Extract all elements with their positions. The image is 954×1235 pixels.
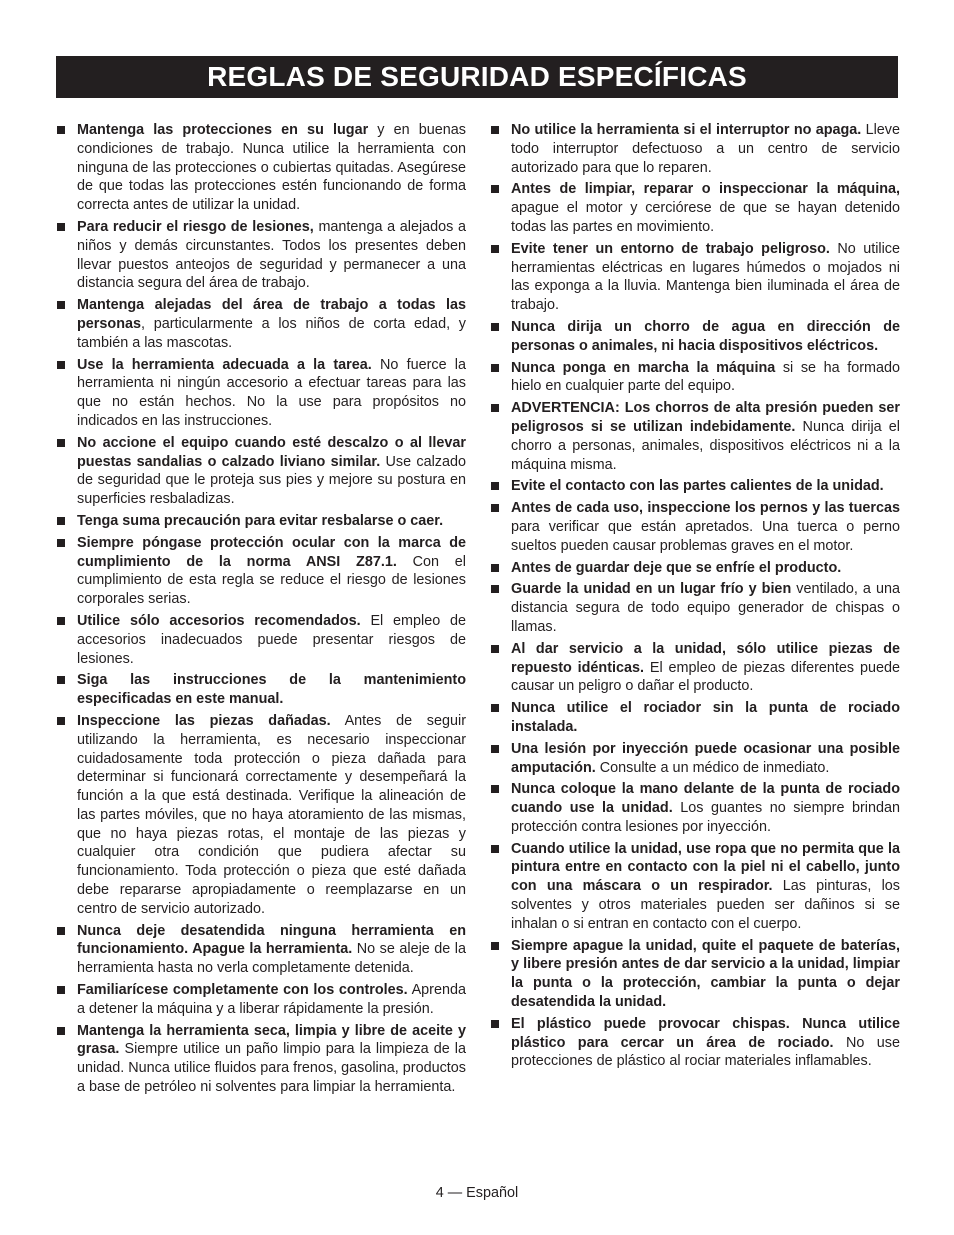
safety-rule-item (56, 1022, 466, 1097)
rule-bold-text: Mantenga las protecciones en su lugar (77, 122, 369, 138)
square-bullet-icon (491, 504, 499, 512)
square-bullet-icon (57, 717, 65, 725)
safety-rule-item (490, 840, 900, 934)
rule-bold-text: Nunca coloque la mano delante de la punta de rociado cuando use la unidad. (511, 781, 900, 817)
rule-bold-text: Tenga suma precaución para evitar resbalarse o caer. (77, 512, 444, 529)
rule-text: Los guantes no siempre brindan protección contra lesiones por inyección. (511, 800, 900, 835)
rule-bold-text: Nunca utilice el rociador sin la punta de rociado instalada. (511, 700, 900, 735)
safety-rule-item (490, 499, 900, 555)
rule-bold-text: Nunca deje desatendida ninguna herramienta en funcionamiento. Apague la herramienta. (77, 922, 466, 958)
square-bullet-icon (491, 482, 499, 490)
rule-text: No fuerce la herramienta ni ningún accesorio a efectuar tareas para las que no están hechos. No la use para propósitos no indicados en las instrucciones. (77, 356, 466, 429)
safety-rule-item (490, 318, 900, 356)
safety-rule-item (490, 937, 900, 1012)
rule-bold-text: Evite el contacto con las partes calientes de la unidad. (511, 478, 884, 495)
square-bullet-icon (491, 245, 499, 253)
square-bullet-icon (491, 704, 499, 712)
safety-rule-item (490, 240, 900, 315)
rule-bold-text: Inspeccione las piezas dañadas. (77, 712, 331, 729)
safety-rule-item (56, 712, 466, 919)
safety-rule-item (56, 671, 466, 709)
rule-bold-text: Evite tener un entorno de trabajo peligroso. (511, 240, 830, 257)
rule-text: para verificar que están apretados. Una tuerca o perno sueltos pueden causar problemas graves en el motor. (511, 518, 900, 554)
square-bullet-icon (491, 126, 499, 134)
safety-rule-item (490, 640, 900, 696)
square-bullet-icon (491, 585, 499, 593)
safety-rule-item (490, 121, 900, 177)
rule-text: El empleo de piezas diferentes puede causar un peligro o dañar el producto. (511, 659, 900, 695)
rule-bold-text: Antes de cada uso, inspeccione los pernos y las tuercas (511, 500, 900, 517)
rule-bold-text: Siga las instrucciones de la mantenimiento especificadas en este manual. (77, 672, 466, 708)
rule-text: Use calzado de seguridad que le proteja sus pies y mejore su postura en superficies resbaladizas. (77, 453, 466, 508)
rule-text: y en buenas condiciones de trabajo. Nunca utilice la herramienta con ninguna de las protecciones o cubiertas quitadas. Asegúrese de que todas las protecciones estén funcionando de forma correcta antes de utilizar la unidad. (77, 122, 466, 214)
rule-bold-text: Use la herramienta adecuada a la tarea. (77, 356, 372, 373)
rule-text: Antes de seguir utilizando la herramienta, es necesario inspeccionar cuidadosamente toda protección o pieza dañada para determinar si funcionará correctamente y desempeñará la función a la que está destinada. Verifique la alineación de las partes móviles, que no haya atoramiento de las mismas, que no haya piezas rotas, el montaje de las piezas y cualquier otra condición que pudiera afectar su funcionamiento. Toda protección o pieza que esté dañada debe repararse apropiadamente o reemplazarse en un centro de servicio autorizado. (77, 712, 466, 917)
rule-text: mantenga a alejados a niños y demás circunstantes. Todos los presentes deben llevar puestos anteojos de seguridad y permanecer a una distancia segura del área de trabajo. (77, 218, 466, 292)
rule-bold-text: No utilice la herramienta si el interruptor no apaga. (511, 122, 862, 138)
safety-rule-item (56, 434, 466, 509)
rule-text: ventilado, a una distancia segura de todo equipo generador de chispas o llamas. (511, 581, 900, 635)
rule-text: , particularmente a los niños de corta edad, y también a las mascotas. (77, 315, 466, 351)
rule-bold-text: Nunca ponga en marcha la máquina (511, 359, 776, 376)
safety-rule-item (490, 740, 900, 778)
safety-rule-item (56, 218, 466, 293)
rule-bold-text: No accione el equipo cuando esté descalzo o al llevar puestas sandalias o calzado liviano similar. (77, 434, 466, 470)
square-bullet-icon (57, 223, 65, 231)
safety-rule-item (56, 981, 466, 1019)
square-bullet-icon (57, 517, 65, 525)
square-bullet-icon (491, 1020, 499, 1028)
rule-bold-text: Mantenga alejadas del área de trabajo a todas las personas (77, 297, 466, 332)
rule-bold-text: Guarde la unidad en un lugar frío y bien (511, 581, 792, 598)
square-bullet-icon (57, 361, 65, 369)
square-bullet-icon (57, 126, 65, 134)
rule-text: Nunca dirija el chorro a personas, animales, dispositivos eléctricos ni a la máquina misma. (511, 418, 901, 473)
page-title: REGLAS DE SEGURIDAD ESPECÍFICAS (207, 61, 747, 92)
rule-text: apague el motor y cerciórese de que se hayan detenido todas las partes en movimiento. (511, 200, 900, 235)
safety-rule-item (490, 580, 900, 636)
safety-rule-item (56, 534, 466, 609)
safety-rule-item (490, 399, 900, 474)
rule-text: No use protecciones de plástico al rociar materiales inflamables. (511, 1034, 900, 1070)
safety-rule-item (490, 1015, 900, 1071)
square-bullet-icon (491, 323, 499, 331)
rule-bold-text: El plástico puede provocar chispas. Nunca utilice plástico para cercar un área de rociado. (511, 1015, 900, 1051)
square-bullet-icon (491, 364, 499, 372)
rule-text: Lleve todo interruptor defectuoso a un centro de servicio autorizado para que lo reparen. (511, 122, 901, 176)
safety-rule-item (56, 121, 466, 215)
rule-bold-text: ADVERTENCIA: Los chorros de alta presión pueden ser peligrosos si se utilizan indebidamente. (511, 400, 900, 435)
square-bullet-icon (57, 986, 65, 994)
safety-rule-item (490, 180, 900, 236)
page-footer: 4 — Español (435, 1185, 519, 1201)
rule-text: Aprenda a detener la máquina y a liberar rápidamente la presión. (77, 982, 466, 1017)
safety-rule-item (56, 512, 466, 531)
rule-text: No se aleje de la herramienta hasta no verla completamente detenida. (77, 941, 466, 977)
safety-rule-item (56, 356, 466, 431)
square-bullet-icon (491, 185, 499, 193)
safety-rule-item (56, 922, 466, 978)
rule-bold-text: Utilice sólo accesorios recomendados. (77, 612, 361, 629)
square-bullet-icon (57, 301, 65, 309)
rule-bold-text: Siempre apague la unidad, quite el paquete de baterías, y libere presión antes de dar servicio a la unidad, limpiar la punta o la protección, cambiar la punta o dejar desatendida la unidad. (511, 937, 900, 1011)
title-bar (56, 56, 898, 98)
rule-text: Las pinturas, los solventes y otros materiales pueden ser dañinos si se inhalan o si entran en contacto con el cuerpo. (511, 878, 900, 932)
rule-bold-text: Cuando utilice la unidad, use ropa que no permita que la pintura entre en contacto con la piel ni el cabello, junto con una máscara o un respirador. (511, 840, 900, 895)
rule-text: Con el cumplimiento de esta regla se reduce el riesgo de lesiones corporales serias. (77, 553, 466, 608)
safety-rule-item (490, 359, 900, 397)
rule-text: El empleo de accesorios inadecuados puede presentar riesgos de lesiones. (77, 612, 467, 667)
square-bullet-icon (57, 539, 65, 547)
safety-rule-item (490, 780, 900, 836)
safety-rule-item (56, 296, 466, 352)
rule-bold-text: Una lesión por inyección puede ocasionar una posible amputación. (511, 740, 900, 776)
rule-text: No utilice herramientas eléctricas en lugares húmedos o mojados ni las exponga a la lluvia. Mantenga bien iluminada el área de trabajo. (511, 240, 900, 314)
square-bullet-icon (491, 745, 499, 753)
square-bullet-icon (57, 617, 65, 625)
rule-bold-text: Mantenga la herramienta seca, limpia y libre de aceite y grasa. (77, 1022, 466, 1058)
right-column (490, 121, 900, 1074)
square-bullet-icon (491, 942, 499, 950)
rule-bold-text: Para reducir el riesgo de lesiones, (77, 218, 314, 235)
rule-text: Consulte a un médico de inmediato. (595, 759, 830, 776)
left-column (56, 121, 466, 1100)
square-bullet-icon (491, 564, 499, 572)
safety-rule-item (56, 612, 466, 668)
rule-bold-text: Siempre póngase protección ocular con la marca de cumplimiento de la norma ANSI Z87.1. (77, 534, 466, 570)
safety-rule-item (490, 477, 900, 496)
rule-bold-text: Antes de guardar deje que se enfríe el producto. (511, 559, 842, 576)
square-bullet-icon (57, 1027, 65, 1035)
square-bullet-icon (491, 785, 499, 793)
square-bullet-icon (57, 439, 65, 447)
rule-text: si se ha formado hielo en cualquier parte del equipo. (511, 359, 900, 395)
safety-rule-item (490, 699, 900, 737)
square-bullet-icon (491, 845, 499, 853)
rule-bold-text: Al dar servicio a la unidad, sólo utilice piezas de repuesto idénticas. (511, 640, 900, 676)
rule-text: Siempre utilice un paño limpio para la limpieza de la unidad. Nunca utilice fluidos para frenos, gasolina, productos a base de petróleo ni solventes para limpiar la herramienta. (77, 1041, 466, 1096)
rule-bold-text: Nunca dirija un chorro de agua en dirección de personas o animales, ni hacia dispositivos eléctricos. (511, 318, 900, 354)
square-bullet-icon (57, 676, 65, 684)
rule-bold-text: Antes de limpiar, reparar o inspeccionar la máquina, (511, 181, 900, 198)
rule-bold-text: Familiarícese completamente con los controles. (77, 982, 408, 999)
square-bullet-icon (57, 927, 65, 935)
square-bullet-icon (491, 645, 499, 653)
safety-rule-item (490, 559, 900, 578)
square-bullet-icon (491, 404, 499, 412)
